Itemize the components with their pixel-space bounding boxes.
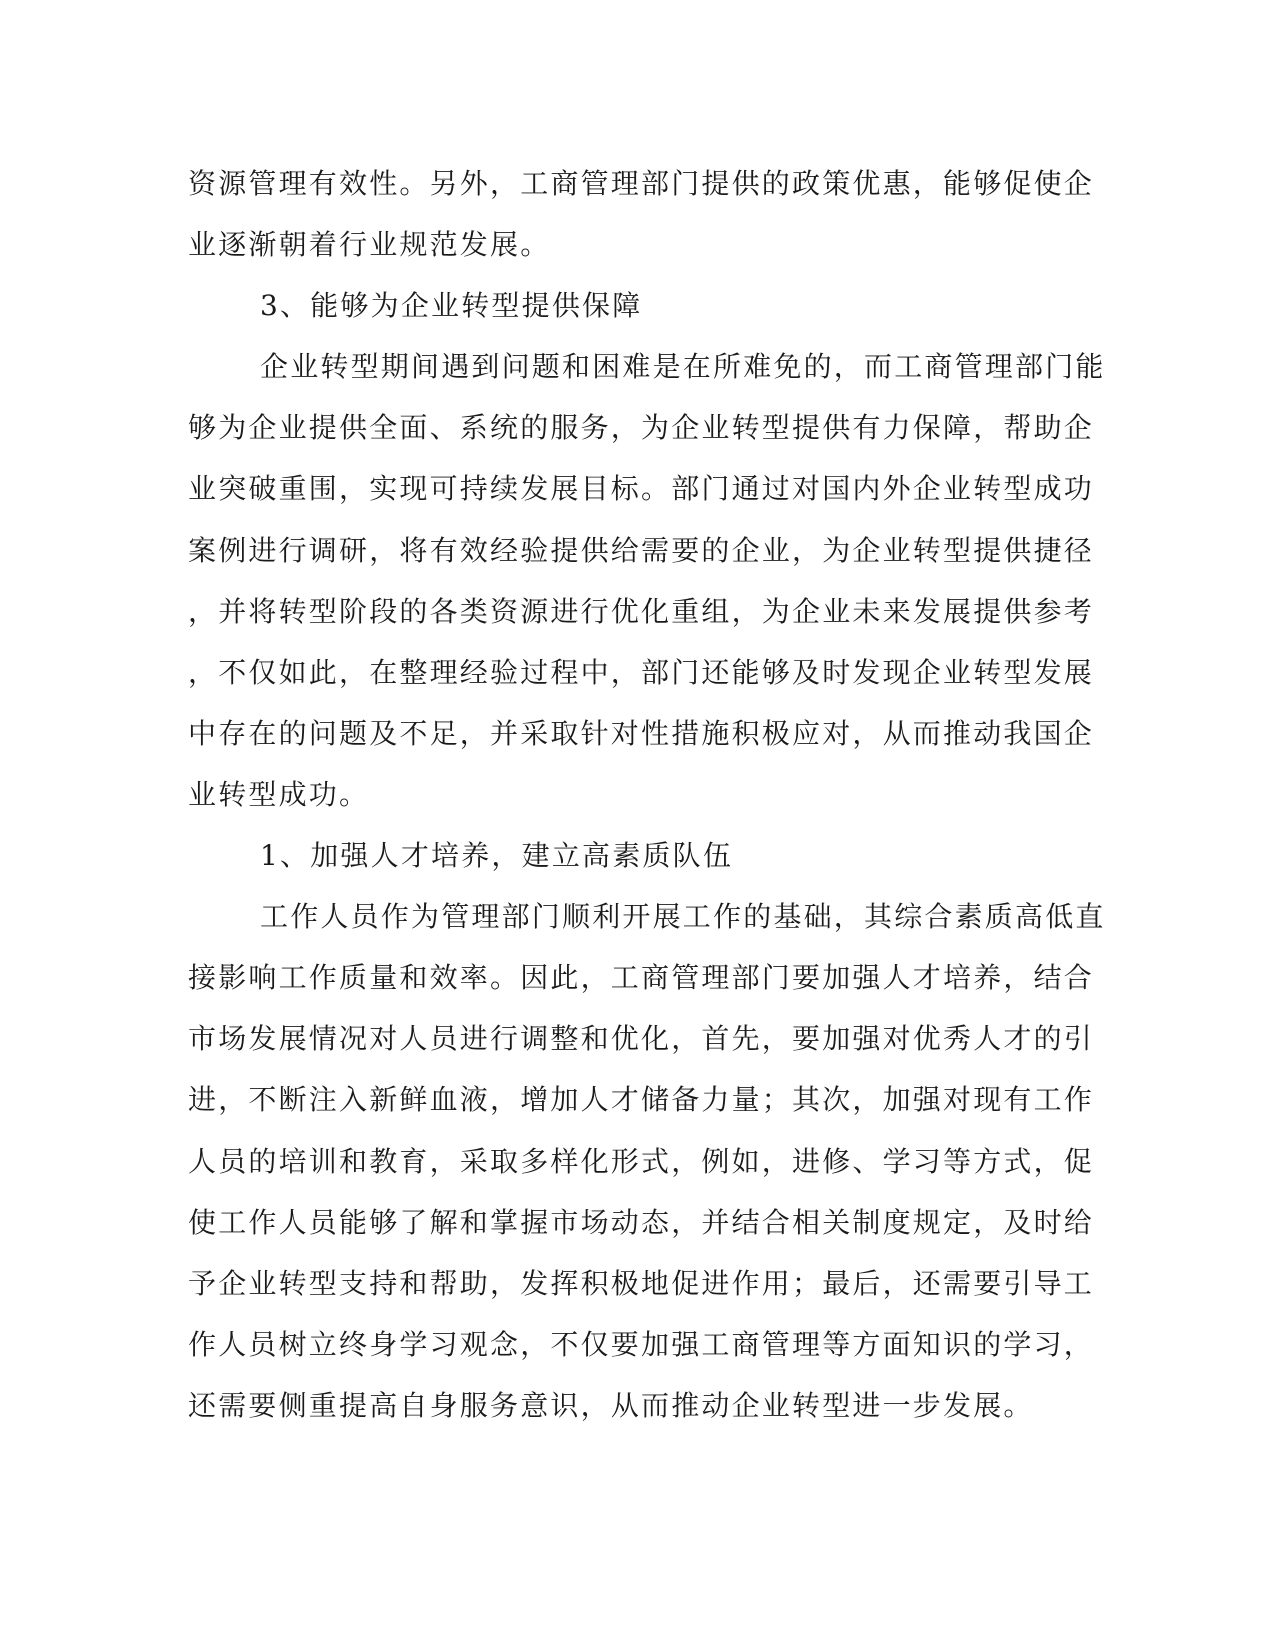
text-line: 案例进行调研，将有效经验提供给需要的企业，为企业转型提供捷径	[188, 533, 1095, 567]
text-line: 接影响工作质量和效率。因此，工商管理部门要加强人才培养，结合	[188, 961, 1095, 995]
text-line: 业突破重围，实现可持续发展目标。部门通过对国内外企业转型成功	[188, 472, 1095, 506]
text-line: 中存在的问题及不足，并采取针对性措施积极应对，从而推动我国企	[188, 716, 1095, 750]
text-line: 还需要侧重提高自身服务意识，从而推动企业转型进一步发展。	[188, 1388, 1034, 1422]
text-line: 资源管理有效性。另外，工商管理部门提供的政策优惠，能够促使企	[188, 167, 1095, 200]
document-body	[188, 164, 1106, 1447]
section-heading: 3、能够为企业转型提供保障	[260, 289, 643, 323]
text-line: ，不仅如此，在整理经验过程中，部门还能够及时发现企业转型发展	[188, 655, 1095, 689]
text-line: 市场发展情况对人员进行调整和优化，首先，要加强对优秀人才的引	[188, 1022, 1095, 1056]
text-line: 予企业转型支持和帮助，发挥积极地促进作用；最后，还需要引导工	[188, 1266, 1095, 1300]
text-line: 作人员树立终身学习观念，不仅要加强工商管理等方面知识的学习，	[188, 1327, 1095, 1361]
text-line: 业转型成功。	[188, 777, 370, 811]
text-line: 人员的培训和教育，采取多样化形式，例如，进修、学习等方式，促	[188, 1144, 1095, 1178]
text-line: ，并将转型阶段的各类资源进行优化重组，为企业未来发展提供参考	[188, 594, 1095, 628]
text-line: 进，不断注入新鲜血液，增加人才储备力量；其次，加强对现有工作	[188, 1083, 1095, 1117]
text-line: 使工作人员能够了解和掌握市场动态，并结合相关制度规定，及时给	[188, 1205, 1095, 1239]
text-line: 够为企业提供全面、系统的服务，为企业转型提供有力保障，帮助企	[188, 411, 1095, 445]
text-line: 业逐渐朝着行业规范发展。	[188, 228, 551, 262]
text-line: 企业转型期间遇到问题和困难是在所难免的，而工商管理部门能	[260, 350, 1106, 384]
section-heading: 1、加强人才培养，建立高素质队伍	[260, 839, 734, 873]
text-line: 工作人员作为管理部门顺利开展工作的基础，其综合素质高低直	[260, 900, 1106, 934]
